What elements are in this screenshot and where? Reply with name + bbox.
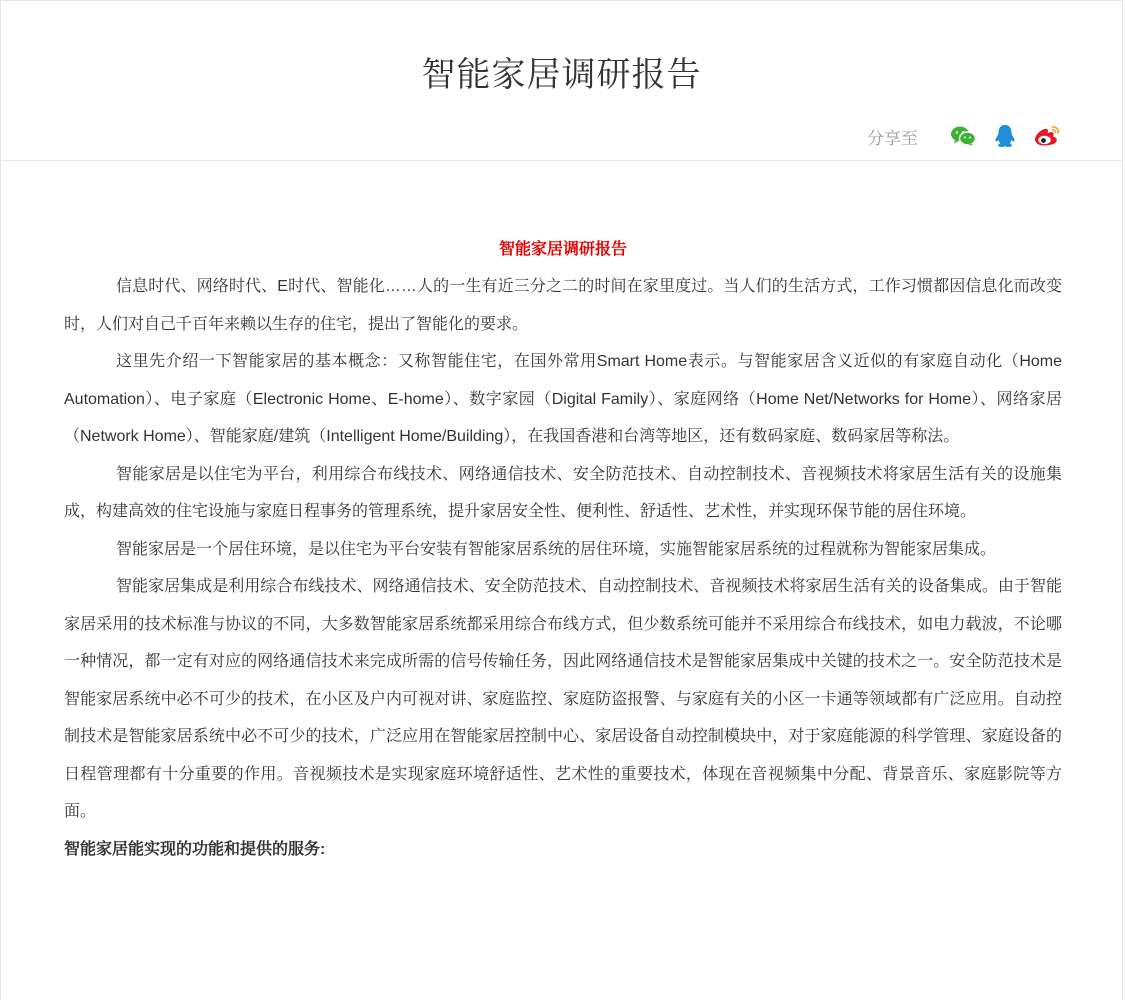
article-paragraph: 智能家居是以住宅为平台，利用综合布线技术、网络通信技术、安全防范技术、自动控制技术、音视频技术将家居生活有关的设施集成，构建高效的住宅设施与家庭日程事务的管理系统，提升家居安全性、便利性、舒适性、艺术性，并实现环保节能的居住环境。 [64,465,1062,520]
article-content [64,239,1062,868]
article-paragraph: 智能家居集成是利用综合布线技术、网络通信技术、安全防范技术、自动控制技术、音视频技术将家居生活有关的设备集成。由于智能家居采用的技术标准与协议的不同，大多数智能家居系统都采用综合布线方式，但少数系统可能并不采用综合布线技术，如电力载波，不论哪一种情况，都一定有对应的网络通信技术来完成所需的信号传输任务，因此网络通信技术是智能家居集成中关键的技术之一。安全防范技术是智能家居系统中必不可少的技术，在小区及户内可视对讲、家庭监控、家庭防盗报警、与家庭有关的小区一卡通等领域都有广泛应用。自动控制技术是智能家居系统中必不可少的技术，广泛应用在智能家居控制中心、家居设备自动控制模块中，对于家庭能源的科学管理、家庭设备的日程管理都有十分重要的作用。音视频技术是实现家庭环境舒适性、艺术性的重要技术，体现在音视频集中分配、背景音乐、家庭影院等方面。 [64,578,1062,820]
wechat-icon[interactable] [950,123,976,149]
share-bar [867,119,1060,153]
qq-icon[interactable] [992,123,1018,149]
share-label: 分享至 [867,128,918,148]
article-paragraph: 这里先介绍一下智能家居的基本概念：又称智能住宅，在国外常用Smart Home表示。与智能家居含义近似的有家庭自动化（Home Automation）、电子家庭（Electronic Home、E-home）、数字家园（Digital Family）、家庭网络（Home Net/Networks for Home）、网络家居（Network Home）、智能家庭/建筑（Intelligent Home/Building），在我国香港和台湾等地区，还有数码家庭、数码家居等称法。 [64,353,1062,445]
article-paragraph: 智能家居是一个居住环境，是以住宅为平台安装有智能家居系统的居住环境，实施智能家居系统的过程就称为智能家居集成。 [116,540,997,558]
page-header [1,1,1122,161]
article-sub-heading: 智能家居能实现的功能和提供的服务: [64,840,326,858]
weibo-icon[interactable] [1034,123,1060,149]
article-title: 智能家居调研报告 [498,241,627,258]
article-paragraph: 信息时代、网络时代、E时代、智能化……人的一生有近三分之二的时间在家里度过。当人们的生活方式，工作习惯都因信息化而改变时，人们对自己千百年来赖以生存的住宅，提出了智能化的要求。 [64,278,1062,333]
page-title: 智能家居调研报告 [421,56,702,94]
